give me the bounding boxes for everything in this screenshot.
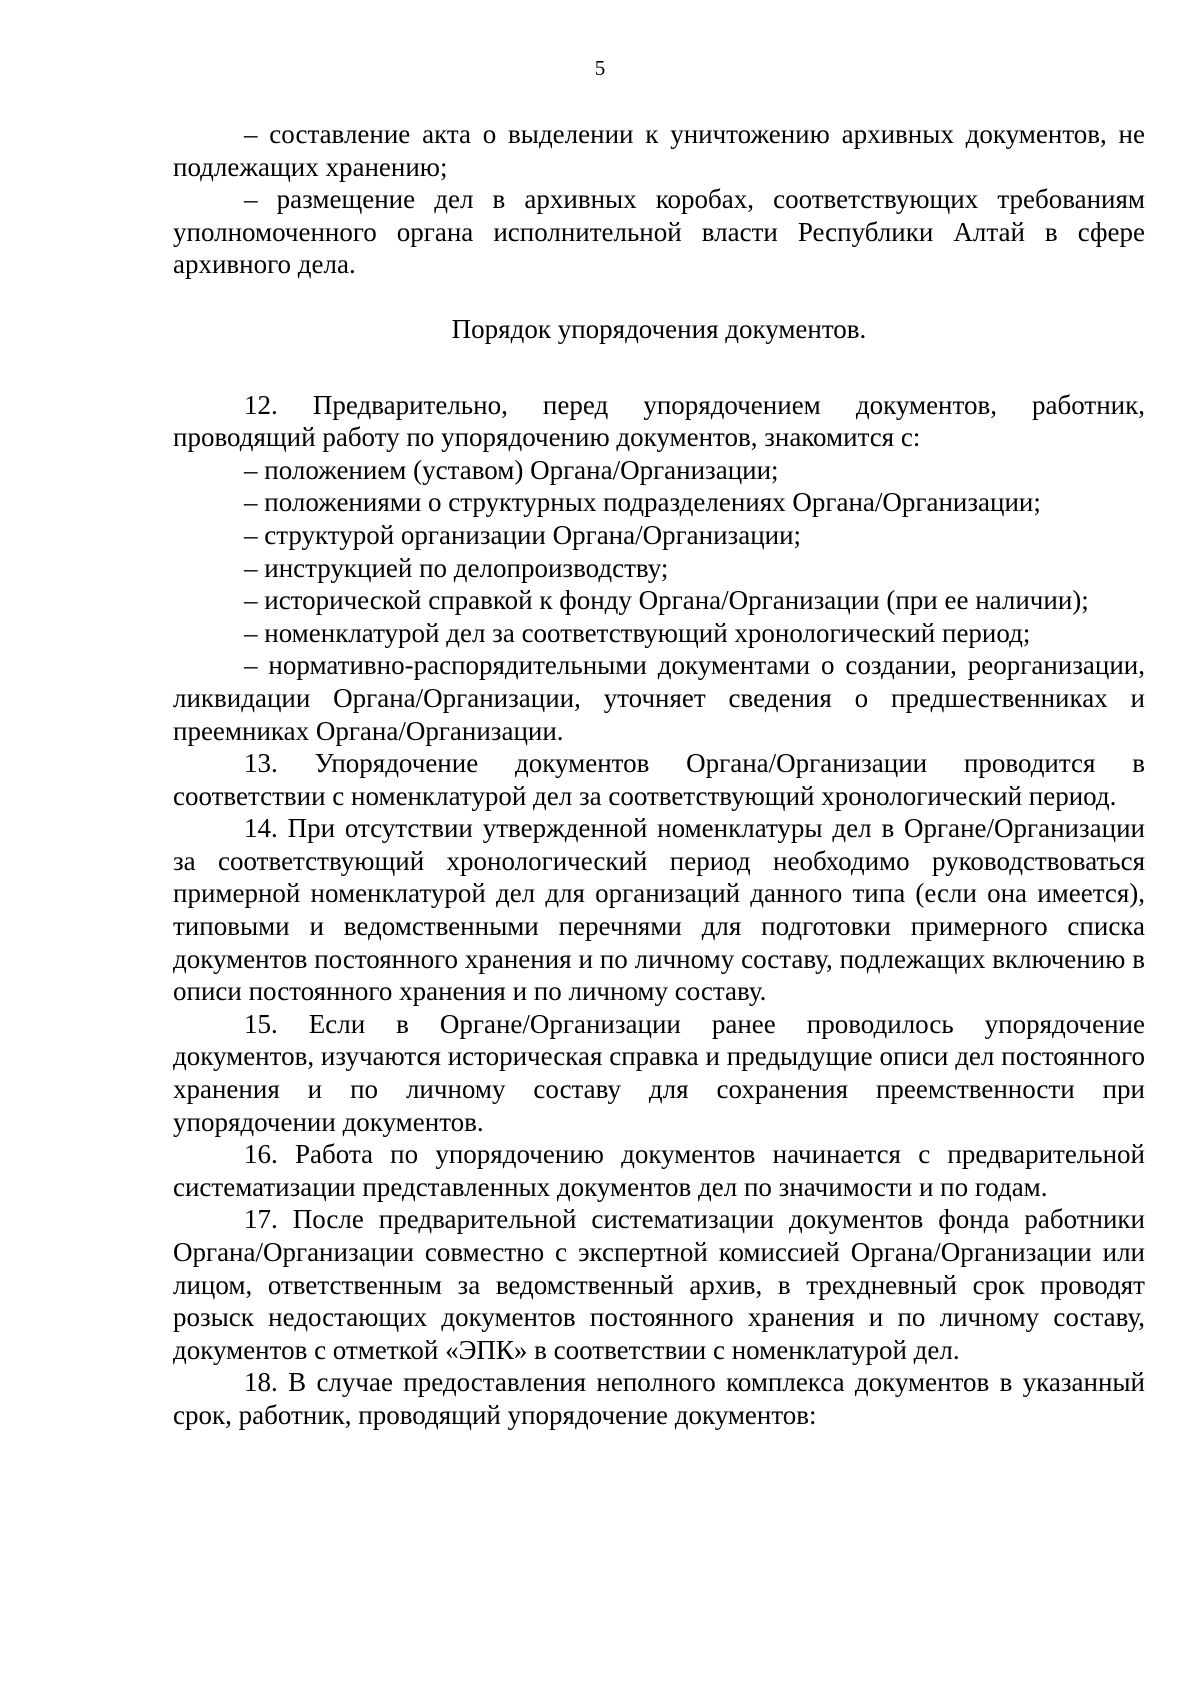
list-item-boxes-placement: – размещение дел в архивных коробах, соответствующих требованиям уполномоченного органа исполнительной власти Республики Алтай в сфере архивного дела. [173,184,1145,280]
list-item-structure: – структурой организации Органа/Организации; [244,519,802,550]
clause-14: 14. При отсутствии утвержденной номенклатуры дел в Органе/Организации за соответствующий хронологический период необходимо руководствоваться примерной номенклатурой дел для организаций данного типа (если она имеется), типовыми и ведомственными перечнями для подготовки примерного списка документов постоянного хранения и по личному составу, подлежащих включению в описи постоянного хранения и по личному составу. [173,813,1145,1007]
list-item-division-regulations: – положениями о структурных подразделениях Органа/Организации; [244,487,1041,518]
list-item-act-destruction: – составление акта о выделении к уничтожению архивных документов, не подлежащих хранению; [173,119,1145,182]
clause-18: 18. В случае предоставления неполного комплекса документов в указанный срок, работник, проводящий упорядочение документов: [173,1367,1145,1430]
spacer [173,346,1145,389]
list-item-nomenclature: – номенклатурой дел за соответствующий хронологический период; [244,617,1031,648]
spacer [173,281,1145,313]
document-body [173,118,1145,1432]
clause-16: 16. Работа по упорядочению документов начинается с предварительной систематизации представленных документов дел по значимости и по годам. [173,1139,1145,1202]
clause-13: 13. Упорядочение документов Органа/Организации проводится в соответствии с номенклатурой дел за соответствующий хронологический период. [173,748,1145,811]
clause-15: 15. Если в Органе/Организации ранее проводилось упорядочение документов, изучаются историческая справка и предыдущие описи дел постоянного хранения и по личному составу для сохранения преемственности при упорядочении документов. [173,1008,1145,1137]
page-number: 5 [594,56,606,80]
list-item-normative-documents: – нормативно-распорядительными документами о создании, реорганизации, ликвидации Органа/Организации, уточняет сведения о предшественниках и преемниках Органа/Организации. [173,650,1145,746]
section-heading: Порядок упорядочения документов. [451,313,867,344]
clause-12: 12. Предварительно, перед упорядочением документов, работник, проводящий работу по упорядочению документов, знакомится с: [173,389,1145,453]
list-item-instruction: – инструкцией по делопроизводству; [244,552,669,583]
clause-17: 17. После предварительной систематизации документов фонда работники Органа/Организации совместно с экспертной комиссией Органа/Организации или лицом, ответственным за ведомственный архив, в трехдневный срок проводят розыск недостающих документов постоянного хранения и по личному составу, документов с отметкой «ЭПК» в соответствии с номенклатурой дел. [173,1204,1145,1365]
list-item-historical-reference: – исторической справкой к фонду Органа/Организации (при ее наличии); [244,585,1089,616]
list-item-charter: – положением (уставом) Органа/Организации; [244,454,779,485]
